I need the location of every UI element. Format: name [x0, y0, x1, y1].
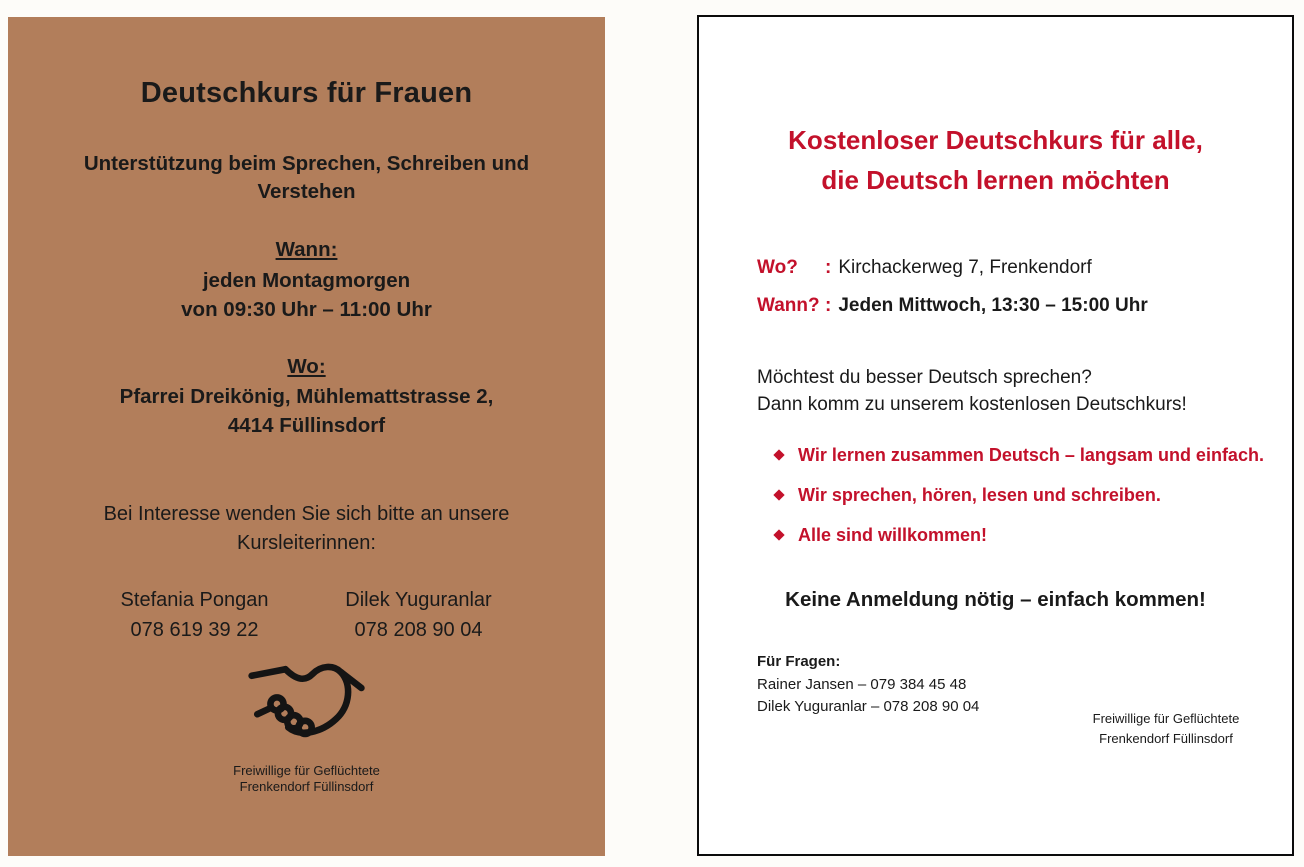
- bullet-text: Alle sind willkommen!: [798, 525, 988, 545]
- contact-phone: 078 208 90 04: [354, 619, 483, 641]
- organization-line-1: Freiwillige für Geflüchtete: [1092, 711, 1240, 726]
- organization-line-2: Frenkendorf Füllinsdorf: [239, 778, 374, 794]
- questions-contacts: [757, 674, 979, 718]
- colon-separator: :: [825, 295, 832, 316]
- when-label: Wann?: [757, 295, 820, 316]
- intro-line-2: Dann komm zu unserem kostenlosen Deutschkurs!: [757, 393, 1187, 415]
- bullet-text: Wir lernen zusammen Deutsch – langsam und einfach.: [798, 445, 1264, 465]
- contact-intro: Bei Interesse wenden Sie sich bitte an unsere Kursleiterinnen:: [103, 503, 510, 554]
- bullet-list: [775, 445, 1264, 565]
- when-line-2: von 09:30 Uhr – 11:00 Uhr: [181, 297, 432, 321]
- left-flyer: [8, 17, 605, 856]
- contact-name: Dilek Yuguranlar: [345, 589, 492, 611]
- when-heading: Wann:: [275, 238, 338, 261]
- logo: [8, 655, 605, 751]
- left-flyer-subtitle: Unterstützung beim Sprechen, Schreiben und Verstehen: [83, 152, 530, 203]
- questions-contact-2: Dilek Yuguranlar – 078 208 90 04: [757, 698, 980, 715]
- info-row-where: [757, 257, 1092, 279]
- title-line-1: Kostenloser Deutschkurs für alle,: [788, 125, 1203, 155]
- handshake-icon: [246, 655, 368, 751]
- diamond-bullet-icon: [773, 449, 784, 460]
- diamond-bullet-icon: [773, 489, 784, 500]
- intro-line-1: Möchtest du besser Deutsch sprechen?: [757, 367, 1092, 388]
- right-flyer: [697, 15, 1294, 856]
- organization-line-1: Freiwillige für Geflüchtete: [233, 763, 380, 778]
- where-line-1: Pfarrei Dreikönig, Mühlemattstrasse 2,: [119, 385, 494, 408]
- contact-card: [100, 585, 290, 645]
- contact-card: [324, 585, 514, 645]
- right-flyer-title: [699, 120, 1292, 200]
- contact-columns: [8, 585, 605, 645]
- when-value: Jeden Mittwoch, 13:30 – 15:00 Uhr: [838, 295, 1148, 316]
- list-item: [775, 525, 1264, 565]
- contact-phone: 078 619 39 22: [130, 619, 259, 641]
- bullet-text: Wir sprechen, hören, lesen und schreiben.: [798, 485, 1161, 505]
- where-heading: Wo:: [287, 355, 326, 378]
- info-row-when: [757, 295, 1148, 317]
- when-details: [8, 267, 605, 324]
- contact-name: Stefania Pongan: [120, 589, 269, 611]
- organization: [8, 763, 605, 794]
- organization: [1060, 709, 1272, 749]
- where-label: Wo?: [757, 257, 798, 278]
- where-details: [8, 383, 605, 440]
- questions-contact-1: Rainer Jansen – 079 384 45 48: [757, 676, 967, 693]
- organization-line-2: Frenkendorf Füllinsdorf: [1099, 731, 1233, 746]
- title-line-2: die Deutsch lernen möchten: [821, 165, 1170, 195]
- questions-heading: Für Fragen:: [757, 653, 841, 670]
- list-item: [775, 485, 1264, 525]
- when-line-1: jeden Montagmorgen: [202, 269, 411, 292]
- diamond-bullet-icon: [773, 529, 784, 540]
- where-line-2: 4414 Füllinsdorf: [227, 413, 386, 437]
- colon-separator: :: [825, 257, 832, 278]
- where-value: Kirchackerweg 7, Frenkendorf: [838, 257, 1092, 278]
- no-registration-note: Keine Anmeldung nötig – einfach kommen!: [785, 588, 1206, 611]
- list-item: [775, 445, 1264, 485]
- left-flyer-title: Deutschkurs für Frauen: [140, 77, 473, 109]
- intro-paragraph: [757, 365, 1187, 418]
